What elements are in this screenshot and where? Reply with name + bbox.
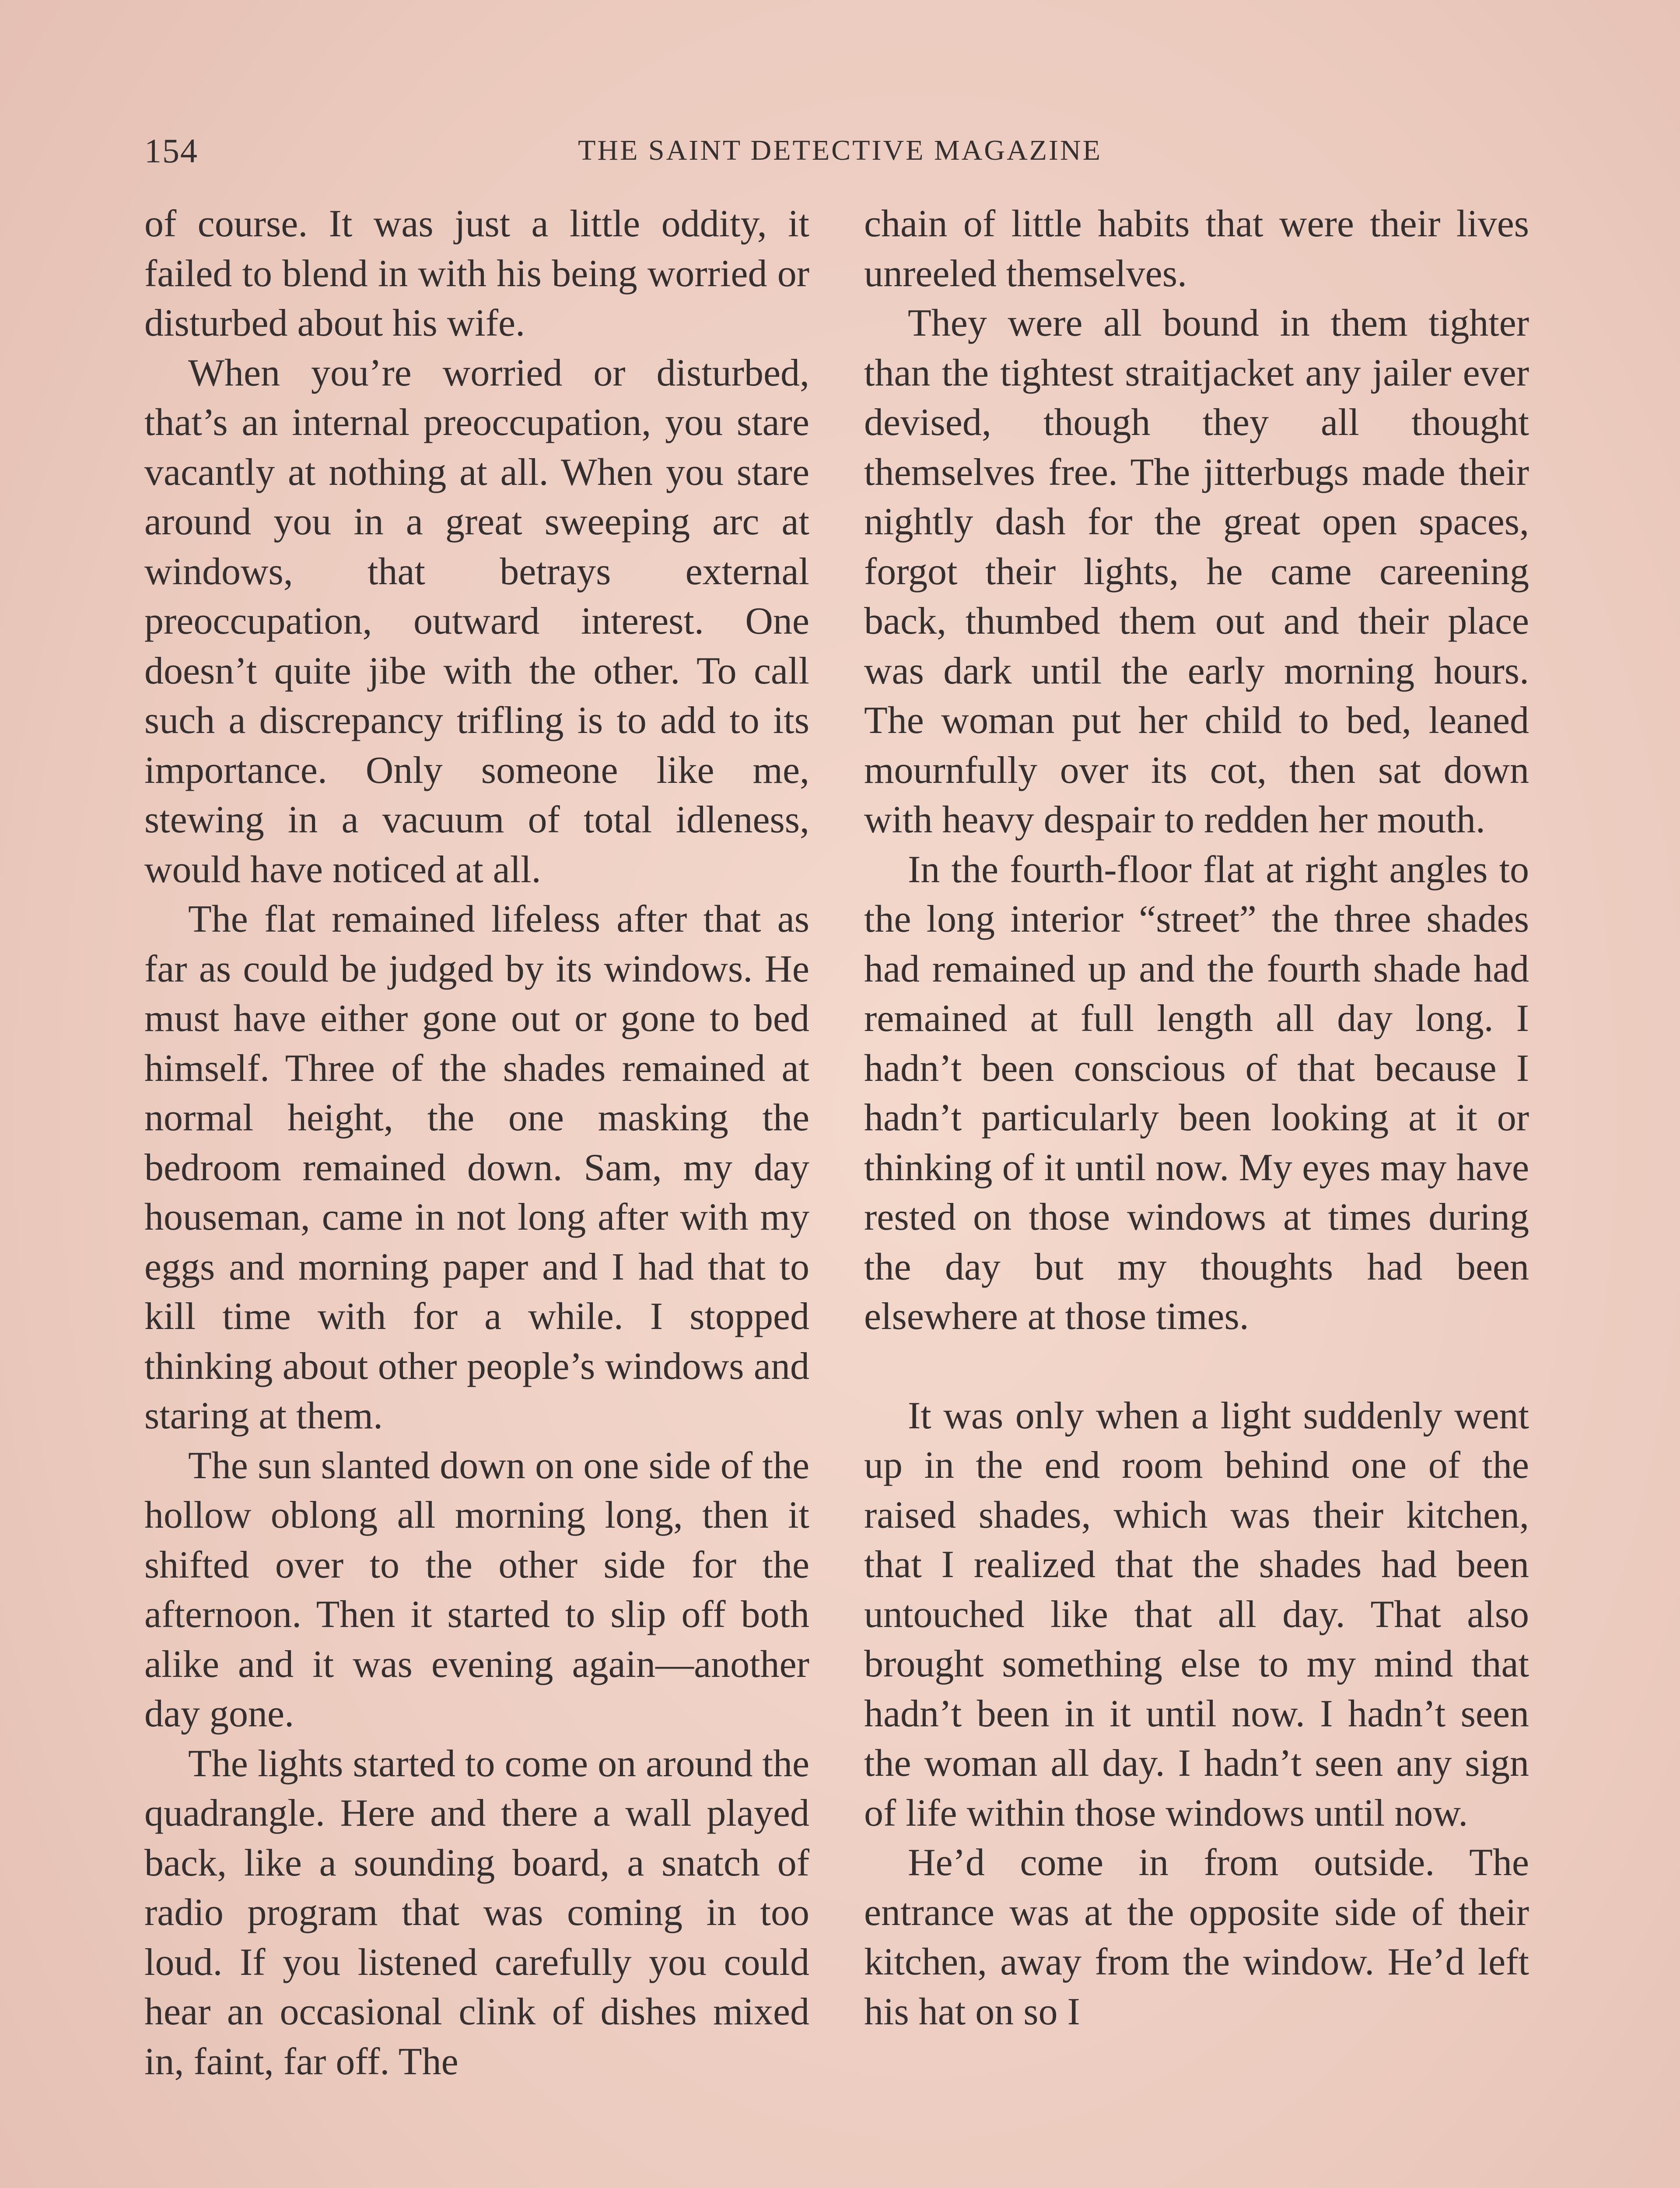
running-head: THE SAINT DETECTIVE MAGAZINE <box>578 134 1102 166</box>
paragraph: When you’re worried or disturbed, that’s an internal preoccupation, you stare vacantly at nothing at all. When you stare around you in a great sweeping arc at windows, that betrays external preoccupation, outward interest. One doesn’t quite jibe with the other. To call such a discrepancy trifling is to add to its importance. Only someone like me, stewing in a vacuum of total idleness, would have noticed at all. <box>144 351 809 891</box>
paragraph: of course. It was just a little oddity, it failed to blend in with his being worried or disturbed about his wife. <box>144 203 809 344</box>
paragraph: It was only when a light suddenly went up in the end room behind one of the raised shades, which was their kitchen, that I realized that the shades had been untouched like that all day. That also brought something else to my mind that hadn’t been in it until now. I hadn’t seen the woman all day. I hadn’t seen any sign of life within those windows until now. <box>864 1394 1529 1834</box>
paragraph: They were all bound in them tighter than the tightest straitjacket any jailer ever devised, though they all thought themselves free. The jitterbugs made their nightly dash for the great open spaces, forgot their lights, he came careening back, thumbed them out and their place was dark until the early morning hours. The woman put her child to bed, leaned mournfully over its cot, then sat down with heavy despair to redden her mouth. <box>864 302 1529 841</box>
paragraph: The sun slanted down on one side of the hollow oblong all morning long, then it shifted over to the other side for the afternoon. Then it started to slip off both alike and it was evening again—another day gone. <box>144 1444 809 1735</box>
page-header <box>144 131 1536 184</box>
paragraph: The lights started to come on around the quadrangle. Here and there a wall played back, like a sounding board, a snatch of radio program that was coming in too loud. If you listened carefully you could hear an occasional clink of dishes mixed in, faint, far off. The <box>144 1742 809 2083</box>
left-column <box>144 199 809 2086</box>
page-number: 154 <box>144 132 198 170</box>
paragraph: chain of little habits that were their lives unreeled themselves. <box>864 203 1529 295</box>
paragraph: He’d come in from outside. The entrance was at the opposite side of their kitchen, away from the window. He’d left his hat on so I <box>864 1841 1529 2033</box>
right-column <box>864 199 1529 2037</box>
paragraph: In the fourth-floor flat at right angles to the long interior “street” the three shades had remained up and the fourth shade had remained at full length all day long. I hadn’t been conscious of that because I hadn’t particularly been looking at it or thinking of it until now. My eyes may have rested on those windows at times during the day but my thoughts had been elsewhere at those times. <box>864 848 1529 1338</box>
paragraph: The flat remained lifeless after that as far as could be judged by its windows. He must have either gone out or gone to bed himself. Three of the shades remained at normal height, the one masking the bedroom remained down. Sam, my day houseman, came in not long after with my eggs and morning paper and I had that to kill time with for a while. I stopped thinking about other people’s windows and staring at them. <box>144 898 809 1437</box>
